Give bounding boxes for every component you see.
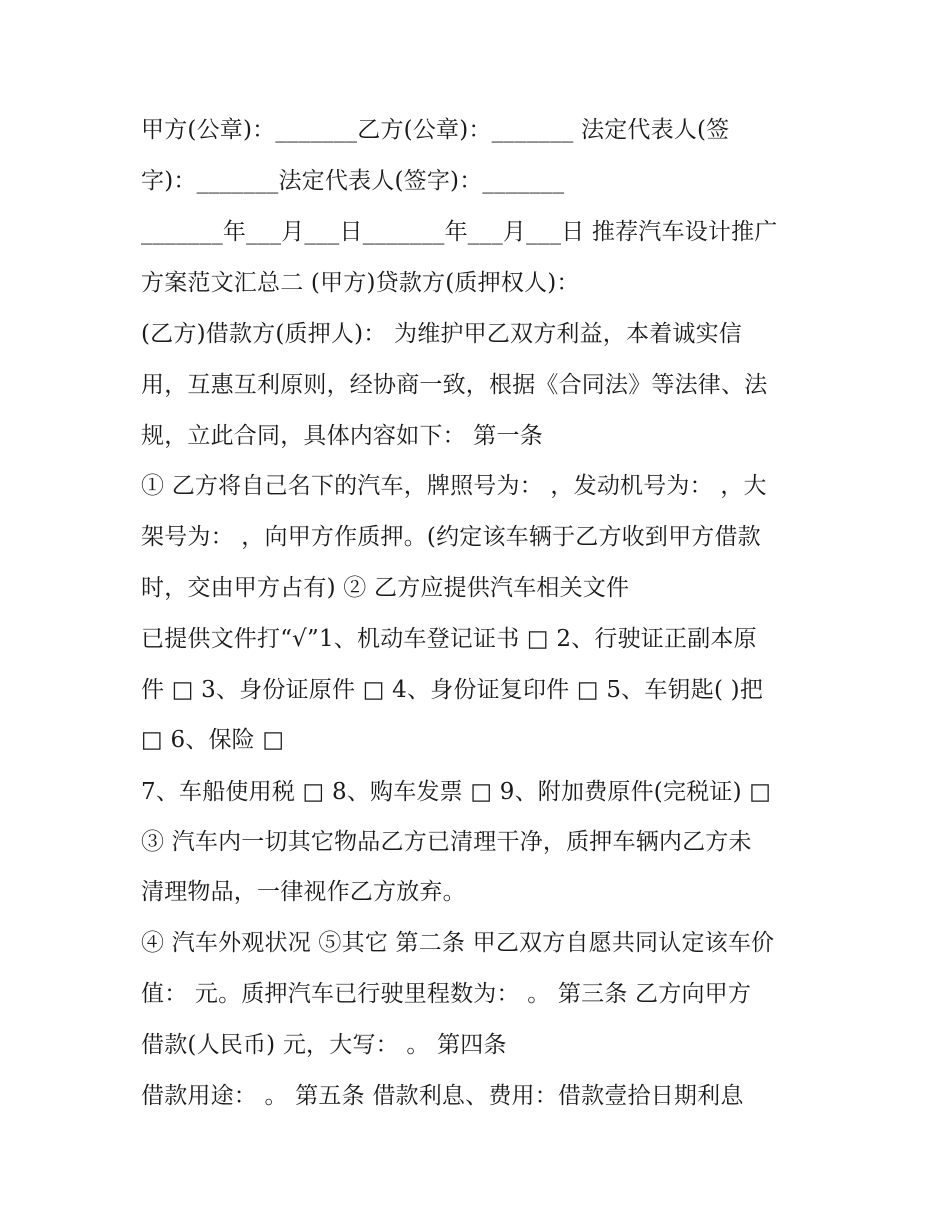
text-line: 规，立此合同，具体内容如下： 第一条 (141, 423, 543, 449)
text-line: 借款用途： 。 第五条 借款利息、费用：借款壹拾日期利息 (141, 1083, 744, 1109)
text-line: _______年___月___日_______年___月___日 推荐汽车设计推广 (141, 219, 778, 245)
text-line: □ 6、保险 □ (141, 727, 285, 753)
text-line: 已提供文件打“√”1、机动车登记证书 □ 2、行驶证正副本原 (141, 626, 757, 652)
text-line: 字)：_______法定代表人(签字)：_______ (141, 168, 565, 194)
text-line: 清理物品，一律视作乙方放弃。 (141, 879, 466, 905)
text-line: ④ 汽车外观状况 ⑤其它 第二条 甲乙双方自愿共同认定该车价 (141, 930, 775, 956)
text-line: 借款(人民币) 元，大写： 。 第四条 (141, 1032, 507, 1058)
text-line: 时，交由甲方占有) ② 乙方应提供汽车相关文件 (141, 575, 630, 601)
text-line: 甲方(公章)：_______乙方(公章)：_______ 法定代表人(签 (141, 117, 730, 143)
text-line: 方案范文汇总二 (甲方)贷款方(质押权人)： (141, 270, 580, 296)
text-line: 架号为： ，向甲方作质押。(约定该车辆于乙方收到甲方借款 (141, 524, 761, 550)
text-line: 7、车船使用税 □ 8、购车发票 □ 9、附加费原件(完税证) □ (141, 779, 772, 805)
text-line: (乙方)借款方(质押人)： 为维护甲乙双方利益，本着诚实信 (141, 321, 743, 347)
text-line: 用，互惠互利原则，经协商一致，根据《合同法》等法律、法 (141, 372, 768, 398)
text-line: ③ 汽车内一切其它物品乙方已清理干净，质押车辆内乙方未 (141, 829, 752, 855)
text-line: ① 乙方将自己名下的汽车，牌照号为： ，发动机号为： ，大 (141, 473, 767, 499)
text-line: 件 □ 3、身份证原件 □ 4、身份证复印件 □ 5、车钥匙( )把 (141, 677, 764, 703)
text-line: 值： 元。质押汽车已行驶里程数为： 。 第三条 乙方向甲方 (141, 981, 752, 1007)
